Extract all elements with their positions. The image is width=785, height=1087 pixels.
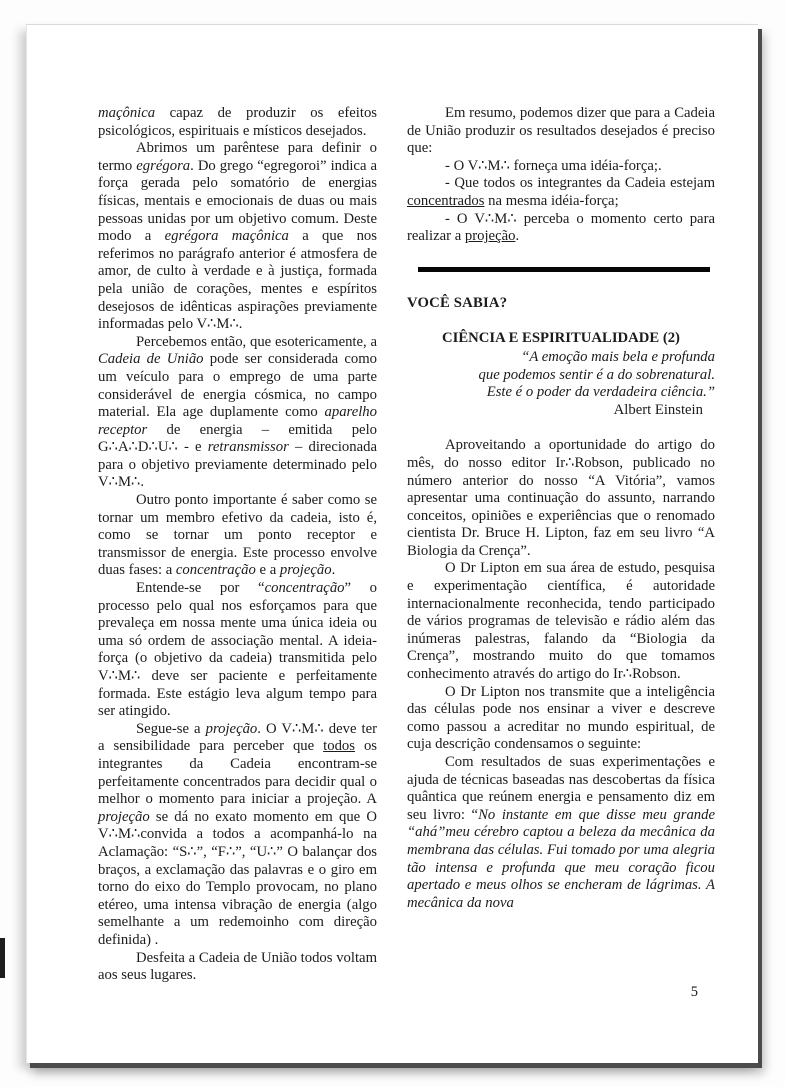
text-segment: Abrimos um parêntese para definir o termo [98, 140, 377, 174]
text-segment: e a [255, 562, 280, 579]
text-segment: projeção [279, 562, 332, 579]
text-segment: . O V∴M∴ deve ter a sensibilidade para perceber que [98, 720, 377, 755]
page-content [98, 105, 715, 985]
quote-line: que podemos sentir é a do sobrenatural. [478, 366, 715, 383]
text-segment: se dá no exato momento em que O V∴M∴convida a todos a acompanhá-lo na Aclamação: “S∴”, “F∴”, “U∴” O balançar dos braços, a exclamação das palavras e o giro em torno do eixo do Templo provocam, no plano etéreo, uma intensa vibração de energia (algo semelhante a um redemoinho com direção definida) . [98, 808, 377, 948]
text-segment: de energia – emitida pelo G∴A∴D∴U∴ - e [98, 421, 377, 456]
text-segment: ” o processo pelo qual nos esforçamos para que prevaleça em nossa mente uma única ideia ou uma só ordem de associação mental. A ideia-força (o objetivo da cadeia) transmitida pelo V∴M∴ deve ser paciente e perfeitamente formada. Este estágio leva algum tempo para ser atingido. [98, 580, 377, 720]
quote-line: “A emoção mais bela e profunda [521, 348, 715, 365]
text-segment: projeção [205, 720, 258, 737]
body-paragraph [407, 105, 715, 158]
document-page [26, 24, 758, 1063]
text-segment: . Do grego “egregoroi” indica a força gerada pelo somatório de energias físicas, mentais e emocionais de duas ou mais pessoas unidas por um objetivo comum. Deste modo a [98, 157, 377, 245]
text-segment: todos [323, 738, 355, 755]
text-segment: Cadeia de União [98, 351, 204, 368]
body-paragraph [407, 211, 715, 246]
body-paragraph [407, 684, 715, 754]
body-paragraph [407, 437, 715, 560]
text-segment: concentrados [407, 192, 485, 209]
text-segment: No instante em que disse meu grande “ahá”meu cérebro captou a beleza da mecânica da membrana das células. Fui tomado por uma alegria tão intensa e profunda que meu coração ficou apertado e meus olhos se encheram de lágrimas. A mecânica da nova [407, 806, 716, 911]
section-divider [418, 267, 710, 272]
scan-edge-artifact [0, 938, 5, 978]
text-segment: . [515, 228, 520, 245]
text-segment: a que nos referimos no parágrafo anterior é atmosfera de amor, de culto à verdade e à justiça, formada pela união de corações, mentes e espíritos desejosos de idênticas aspirações previamente informadas pelo V∴M∴. [98, 228, 377, 333]
text-segment: concentração [175, 562, 256, 579]
text-segment: Com resultados de suas experimentações e ajuda de técnicas baseadas nas descobertas da física quântica que reúnem energia e pensamento diz em seu livro: “ [407, 754, 715, 823]
text-segment: Percebemos então, que esotericamente, a [136, 333, 377, 350]
body-paragraph [98, 492, 377, 580]
quote-author: Albert Einstein [613, 401, 703, 418]
text-segment: Outro ponto importante é saber como se tornar um membro efetivo da cadeia, isto é, como se tornar um ponto receptor e transmissor de energia. Este processo envolve duas fases: a [98, 492, 377, 579]
text-segment: Desfeita a Cadeia de União todos voltam aos seus lugares. [98, 949, 377, 984]
section-heading: VOCÊ SABIA? [407, 294, 508, 311]
quote-line: Este é o poder da verdadeira ciência.” [486, 384, 715, 401]
text-segment: - O V∴M∴ perceba o momento certo para realizar a [407, 210, 715, 245]
text-segment: concentração [264, 580, 345, 597]
left-column [98, 105, 377, 985]
right-column [407, 105, 715, 985]
article-title: CIÊNCIA E ESPIRITUALIDADE (2) [442, 330, 680, 347]
text-segment: pode ser considerada como um veículo para o emprego de uma parte considerável de energia cósmica, no campo material. Ela age duplamente como [98, 351, 377, 421]
text-segment: Segue-se a [136, 720, 206, 737]
body-paragraph [98, 721, 377, 950]
text-segment: na mesma idéia-força; [484, 192, 619, 209]
text-segment: capaz de produzir os efeitos psicológicos, espirituais e místicos desejados. [98, 105, 377, 139]
text-segment: O Dr Lipton em sua área de estudo, pesquisa e experimentação científica, é autoridade internacionalmente reconhecida, tendo participado de vários programas de televisão e rádio além das inúmeras palestras, falando da “Biologia da Crença”, mostrando muito do que tomamos conhecimento através do artigo do Ir∴Robson. [407, 560, 715, 683]
body-paragraph [98, 105, 377, 140]
body-paragraph [98, 580, 377, 721]
body-paragraph [98, 950, 377, 985]
text-segment: – direcionada para o objetivo previamente determinado pelo V∴M∴. [98, 439, 377, 491]
text-segment: projeção [98, 808, 150, 825]
body-paragraph [407, 560, 715, 683]
text-segment: projeção [464, 228, 516, 245]
text-segment: egrégora maçônica [164, 228, 289, 245]
text-segment: maçônica [98, 105, 156, 121]
body-paragraph [407, 754, 715, 912]
text-segment: - O V∴M∴ forneça uma idéia-força;. [445, 157, 662, 174]
body-paragraph [98, 140, 377, 334]
text-segment: aparelho receptor [98, 404, 377, 438]
text-segment: . [331, 562, 336, 579]
text-segment: os integrantes da Cadeia encontram-se perfeitamente concentrados para decidir qual o melhor o momento para iniciar a projeção. A [98, 738, 378, 808]
text-segment: retransmissor [207, 439, 289, 456]
text-segment: O Dr Lipton nos transmite que a inteligência das células pode nos ensinar a viver e descreve como passou a acreditar no mundo espiritual, de cuja descrição condensamos o seguinte: [407, 683, 715, 753]
text-segment: Em resumo, podemos dizer que para a Cadeia de União produzir os resultados desejados é preciso que: [407, 105, 715, 157]
text-segment: Aproveitando a oportunidade do artigo do mês, do nosso editor Ir∴Robson, publicado no número anterior do nosso “A Vitória”, vamos apresentar uma continuação do assunto, narrando conceitos, opiniões e experiências que o renomado cientista Dr. Bruce H. Lipton, faz em seu livro “A Biologia da Crença”. [407, 437, 715, 559]
text-segment: - Que todos os integrantes da Cadeia estejam [445, 175, 715, 192]
body-paragraph [98, 334, 377, 492]
body-paragraph [407, 175, 715, 210]
page-number: 5 [690, 984, 698, 1000]
text-segment: egrégora [136, 157, 191, 174]
body-paragraph [407, 158, 715, 176]
text-segment: Entende-se por “ [136, 580, 265, 597]
